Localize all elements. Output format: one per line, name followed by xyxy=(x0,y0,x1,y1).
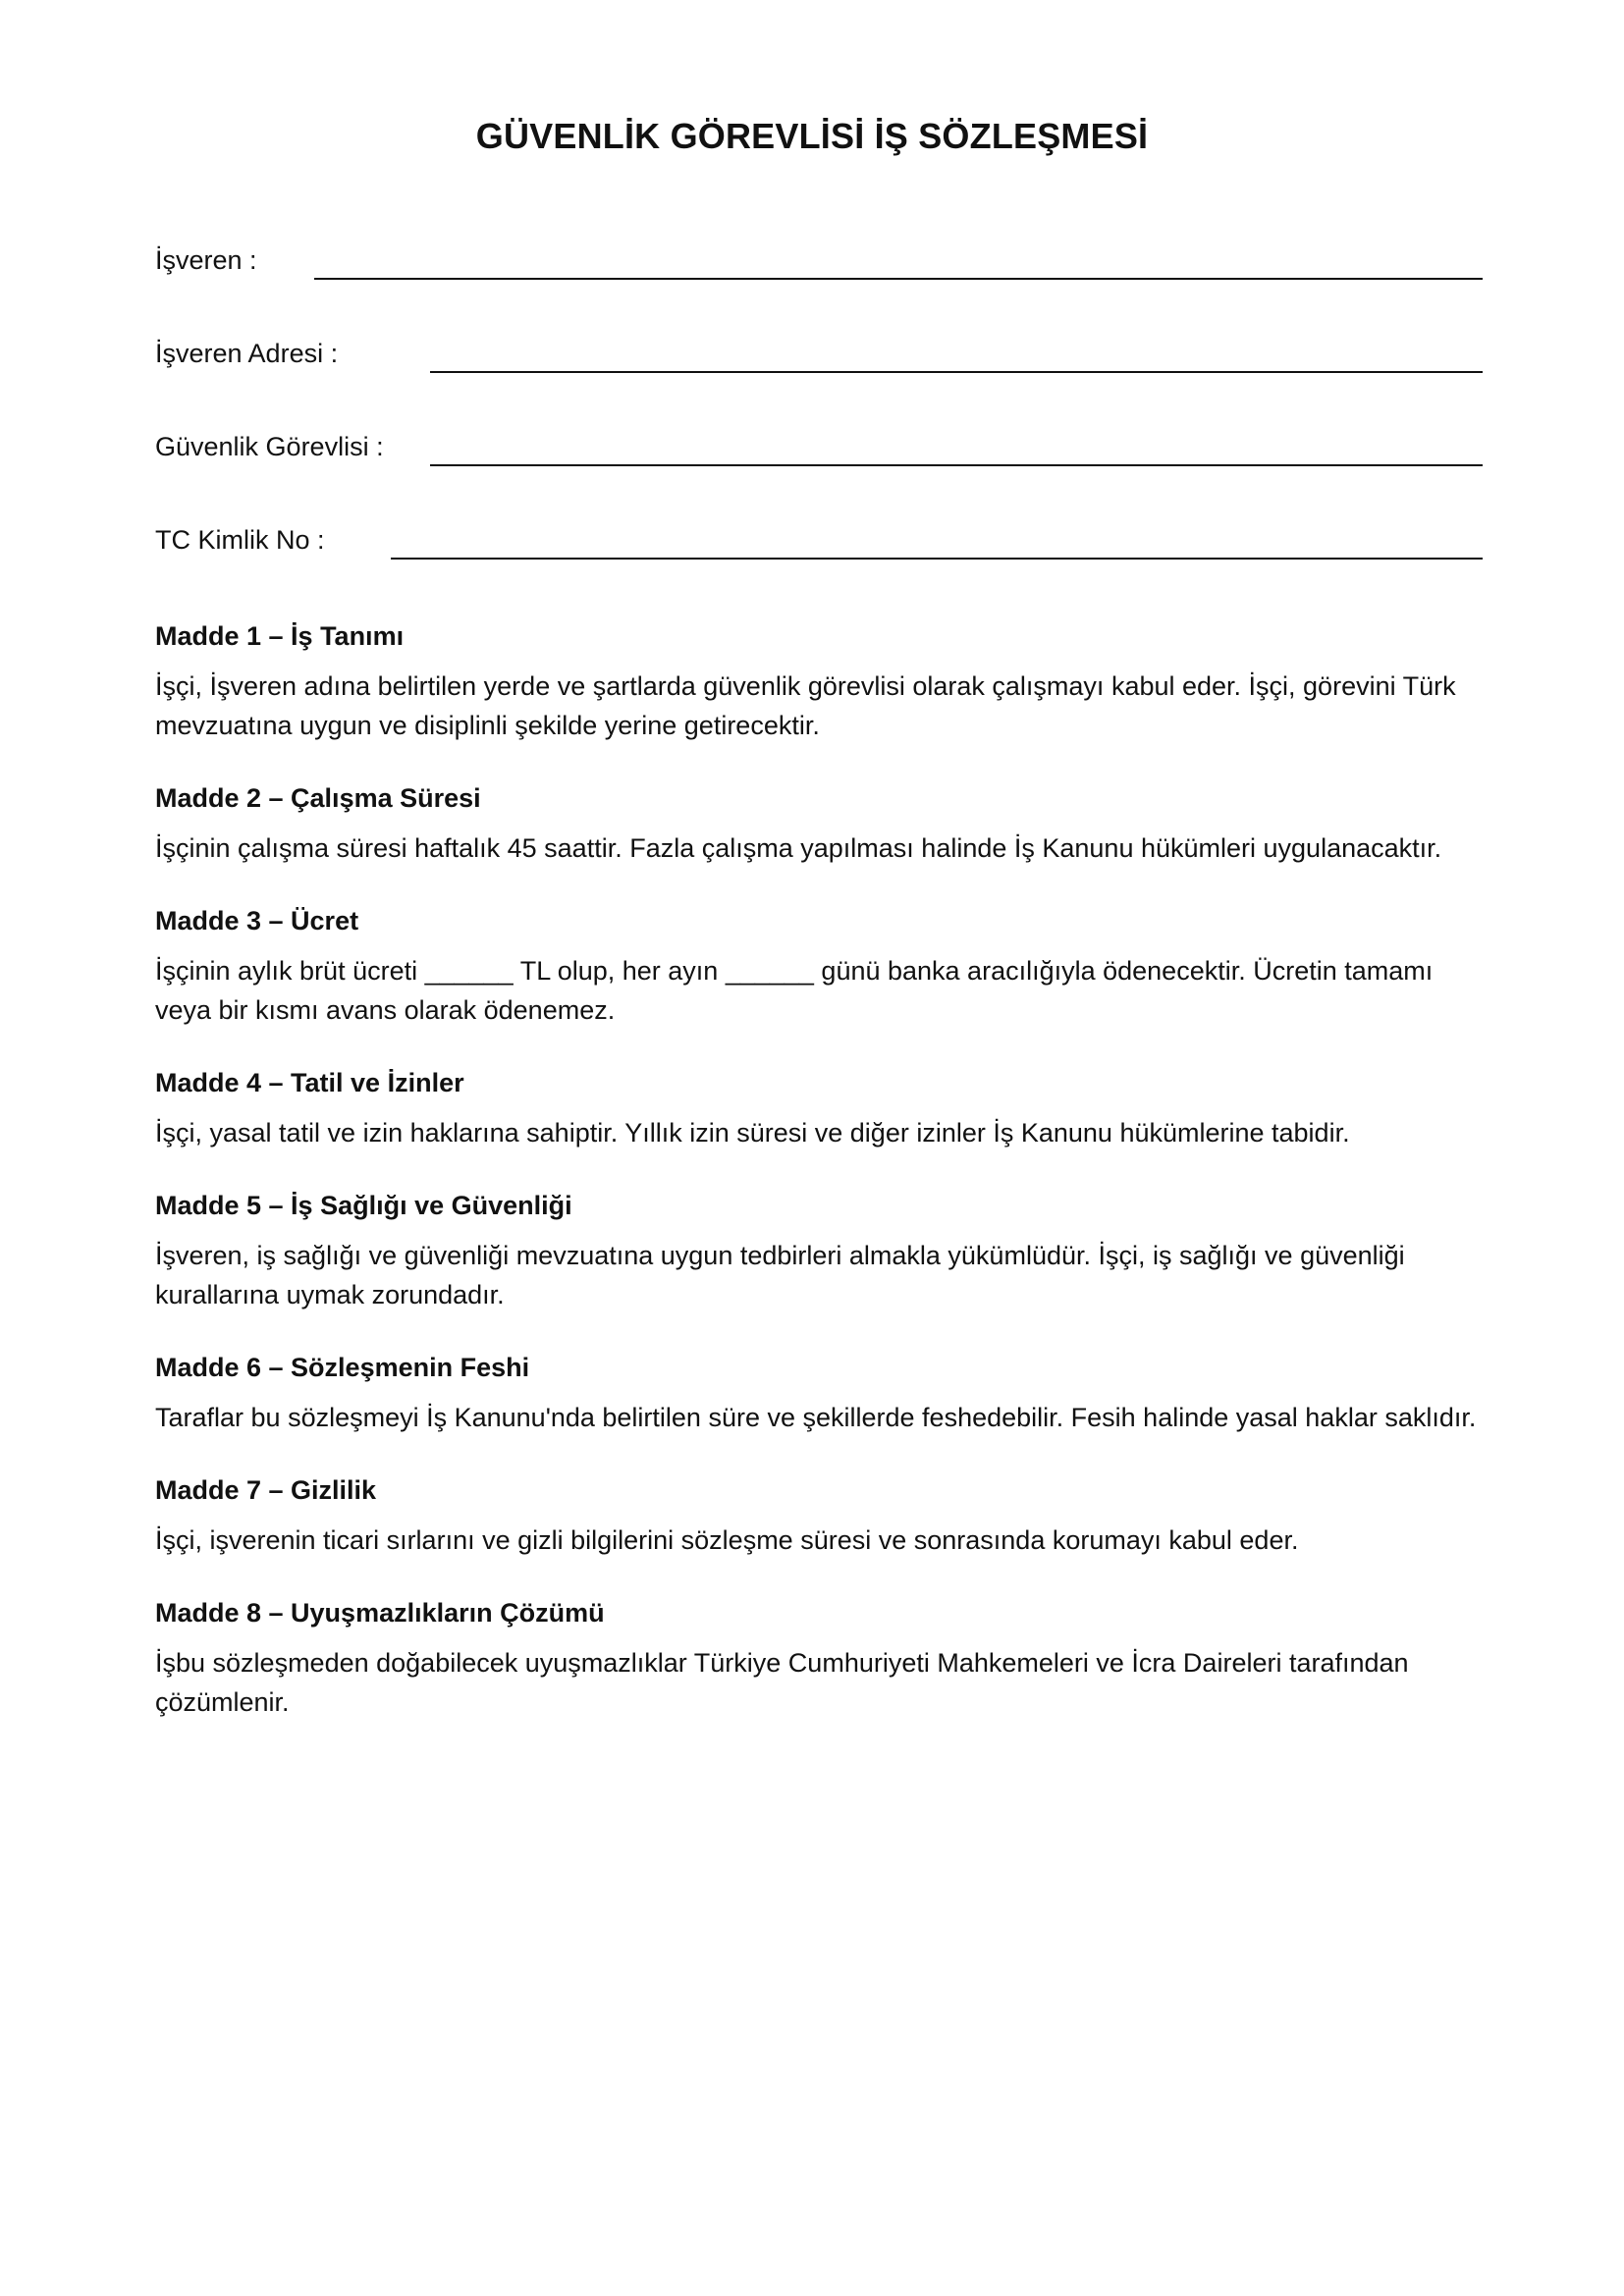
security-guard-field xyxy=(155,432,1483,471)
article-body: İşbu sözleşmeden doğabilecek uyuşmazlıklar Türkiye Cumhuriyeti Mahkemeleri ve İcra Daireleri tarafından çözümlenir. xyxy=(155,1648,1409,1717)
article-body: İşçinin çalışma süresi haftalık 45 saattir. Fazla çalışma yapılması halinde İş Kanunu hükümleri uygulanacaktır. xyxy=(155,833,1442,863)
security-guard-label: Güvenlik Görevlisi : xyxy=(155,432,384,461)
tc-id-label: TC Kimlik No : xyxy=(155,525,325,555)
article-4 xyxy=(155,1063,1483,1152)
tc-id-input-line[interactable] xyxy=(391,558,1483,560)
employer-label: İşveren : xyxy=(155,245,257,275)
article-7 xyxy=(155,1470,1483,1560)
article-body: İşçi, İşveren adına belirtilen yerde ve şartlarda güvenlik görevlisi olarak çalışmayı kabul eder. İşçi, görevini Türk mevzuatına uygun ve disiplinli şekilde yerine getirecektir. xyxy=(155,671,1456,740)
employer-field xyxy=(155,245,1483,285)
article-8 xyxy=(155,1593,1483,1722)
article-6 xyxy=(155,1348,1483,1437)
employer-address-field xyxy=(155,339,1483,378)
employer-address-input-line[interactable] xyxy=(430,371,1483,373)
article-heading: Madde 7 – Gizlilik xyxy=(155,1475,377,1505)
article-body: Taraflar bu sözleşmeyi İş Kanunu'nda belirtilen süre ve şekillerde feshedebilir. Fesih halinde yasal haklar saklıdır. xyxy=(155,1403,1477,1432)
employer-address-label: İşveren Adresi : xyxy=(155,339,339,368)
article-2 xyxy=(155,778,1483,868)
article-heading: Madde 4 – Tatil ve İzinler xyxy=(155,1068,464,1097)
article-body: İşçinin aylık brüt ücreti ______ TL olup, her ayın ______ günü banka aracılığıyla ödenecektir. Ücretin tamamı veya bir kısmı avans olarak ödenemez. xyxy=(155,956,1434,1025)
article-heading: Madde 5 – İş Sağlığı ve Güvenliği xyxy=(155,1191,572,1220)
document-title: GÜVENLİK GÖREVLİSİ İŞ SÖZLEŞMESİ xyxy=(475,116,1149,156)
article-1 xyxy=(155,616,1483,745)
article-body: İşçi, işverenin ticari sırlarını ve gizli bilgilerini sözleşme süresi ve sonrasında korumayı kabul eder. xyxy=(155,1525,1299,1555)
article-5 xyxy=(155,1186,1483,1314)
article-body: İşçi, yasal tatil ve izin haklarına sahiptir. Yıllık izin süresi ve diğer izinler İş Kanunu hükümlerine tabidir. xyxy=(155,1118,1350,1148)
employer-input-line[interactable] xyxy=(314,278,1483,280)
article-heading: Madde 2 – Çalışma Süresi xyxy=(155,783,481,813)
security-guard-input-line[interactable] xyxy=(430,464,1483,466)
tc-id-field xyxy=(155,525,1483,564)
article-heading: Madde 3 – Ücret xyxy=(155,906,359,935)
article-heading: Madde 1 – İş Tanımı xyxy=(155,621,405,651)
article-heading: Madde 8 – Uyuşmazlıkların Çözümü xyxy=(155,1598,605,1628)
articles-section xyxy=(155,616,1483,1755)
article-body: İşveren, iş sağlığı ve güvenliği mevzuatına uygun tedbirleri almakla yükümlüdür. İşçi, iş sağlığı ve güvenliği kurallarına uymak zorundadır. xyxy=(155,1241,1405,1309)
article-3 xyxy=(155,901,1483,1030)
article-heading: Madde 6 – Sözleşmenin Feshi xyxy=(155,1353,530,1382)
